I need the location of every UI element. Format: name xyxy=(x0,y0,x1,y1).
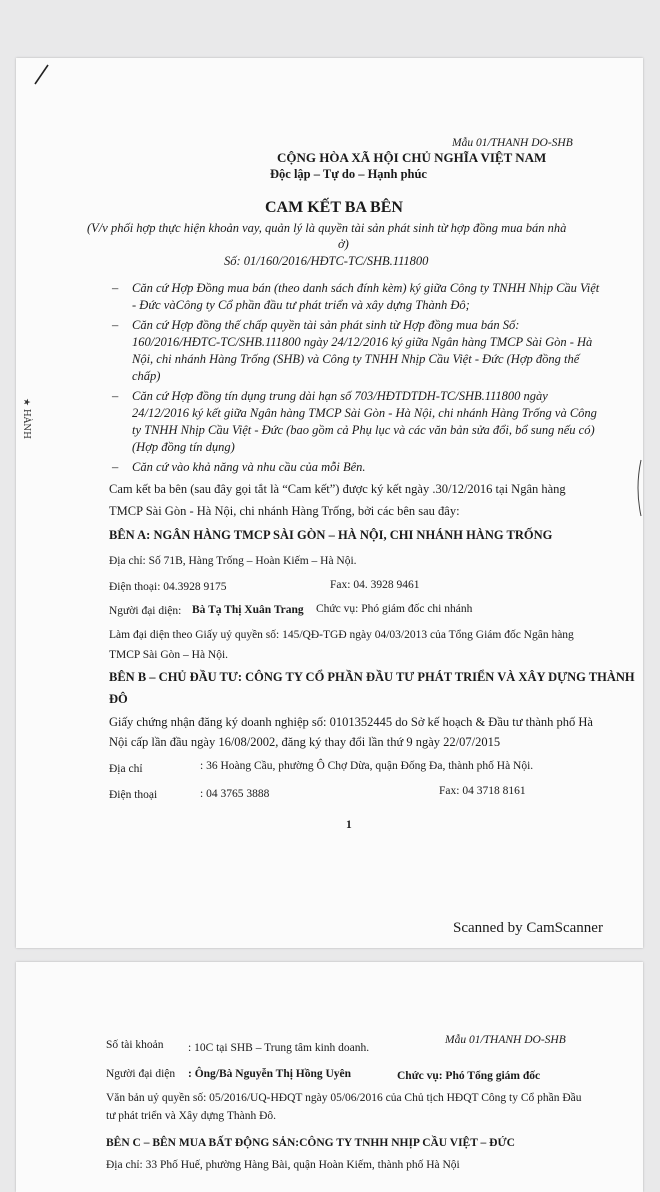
rep-name: : Ông/Bà Nguyễn Thị Hồng Uyên xyxy=(188,1068,352,1080)
party-b-reg-line2: Nội cấp lần đầu ngày 16/08/2002, đăng ký thay đổi lần thứ 9 ngày 22/07/2015 xyxy=(109,735,501,749)
form-code: Mẫu 01/THANH DO-SHB xyxy=(452,137,573,149)
document-page-2 xyxy=(16,962,643,1192)
party-a-title: BÊN A: NGÂN HÀNG TMCP SÀI GÒN – HÀ NỘI, CHI NHÁNH HÀNG TRỐNG xyxy=(109,528,553,542)
legal-basis-item: – Căn cứ vào khả năng và nhu cầu của mỗi Bên. xyxy=(126,459,606,476)
party-a-rep-label: Người đại diện: xyxy=(109,605,182,617)
legal-basis-item: – Căn cứ Hợp đồng tín dụng trung dài hạn số 703/HĐTDTDH-TC/SHB.111800 ngày 24/12/2016 ký kết giữa Ngân hàng TMCP Sài Gòn - Hà Nội, chi nhánh Hàng Trống và Công ty TNHH Nhịp Cầu Việt - Đức (bao gồm cả Phụ lục và các văn bản sửa đổi, bổ sung nếu có) (Hợp đồng tín dụng) xyxy=(126,388,606,456)
svg-text:★ HÀNH: ★ HÀNH xyxy=(21,398,31,440)
stamp-edge-right xyxy=(633,458,643,518)
pen-mark xyxy=(32,62,54,86)
page-number: 1 xyxy=(346,819,352,831)
party-a-phone: Điện thoại: 04.3928 9175 xyxy=(109,581,227,593)
contract-number: Số: 01/160/2016/HĐTC-TC/SHB.111800 xyxy=(224,254,429,268)
party-b-fax: Fax: 04 3718 8161 xyxy=(439,785,526,797)
intro-line2: TMCP Sài Gòn - Hà Nội, chi nhánh Hàng Trống, bởi các bên sau đây: xyxy=(109,504,460,518)
nation-header: CỘNG HÒA XÃ HỘI CHỦ NGHĨA VIỆT NAM xyxy=(277,150,547,165)
party-c-address: Địa chỉ: 33 Phố Huế, phường Hàng Bài, quận Hoàn Kiếm, thành phố Hà Nội xyxy=(106,1159,460,1171)
party-a-rep-position: Chức vụ: Phó giám đốc chi nhánh xyxy=(316,603,473,615)
party-b-title-line2: ĐÔ xyxy=(109,692,128,706)
party-a-auth-line1: Làm đại diện theo Giấy uỷ quyền số: 145/QĐ-TGĐ ngày 04/03/2013 của Tổng Giám đốc Ngân hàng xyxy=(109,629,574,641)
intro-line1: Cam kết ba bên (sau đây gọi tắt là “Cam kết”) được ký kết ngày .30/12/2016 tại Ngân hàng xyxy=(109,482,566,496)
party-b-address: : 36 Hoàng Cầu, phường Ô Chợ Dừa, quận Đống Đa, thành phố Hà Nội. xyxy=(200,760,534,772)
subtitle-line2: ở) xyxy=(338,237,349,251)
auth-line2: tư phát triển và Xây dựng Thành Đô. xyxy=(106,1110,277,1122)
party-b-reg-line1: Giấy chứng nhận đăng ký doanh nghiệp số: 0101352445 do Sở kế hoạch & Đầu tư thành phố Hà xyxy=(109,715,593,729)
party-c-title: BÊN C – BÊN MUA BẤT ĐỘNG SẢN:CÔNG TY TNHH NHỊP CẦU VIỆT – ĐỨC xyxy=(106,1137,515,1149)
legal-basis-item: – Căn cứ Hợp đồng thế chấp quyền tài sản phát sinh từ Hợp đồng mua bán Số: 160/2016/HĐTC-TC/SHB.111800 ngày 24/12/2016 ký giữa Ngân hàng TMCP Sài Gòn - Hà Nội, chi nhánh Hàng Trống (SHB) và Công ty TNHH Nhịp Cầu Việt - Đức (Hợp đồng thế chấp) xyxy=(126,317,606,385)
stamp-edge-left xyxy=(16,388,31,498)
party-a-auth-line2: TMCP Sài Gòn – Hà Nội. xyxy=(109,649,229,661)
rep-position: Chức vụ: Phó Tổng giám đốc xyxy=(397,1070,541,1082)
document-page-1 xyxy=(16,58,643,948)
party-a-address: Địa chỉ: Số 71B, Hàng Trống – Hoàn Kiếm – Hà Nội. xyxy=(109,555,357,567)
auth-line1: Văn bản uỷ quyền số: 05/2016/UQ-HĐQT ngày 05/06/2016 của Chủ tịch HĐQT Công ty Cổ phần Đầu xyxy=(106,1092,582,1104)
scanner-watermark: Scanned by CamScanner xyxy=(453,920,603,936)
party-b-address-label: Địa chỉ xyxy=(109,763,143,775)
rep-label: Người đại diện xyxy=(106,1068,176,1080)
party-a-fax: Fax: 04. 3928 9461 xyxy=(330,579,420,591)
form-code: Mẫu 01/THANH DO-SHB xyxy=(445,1034,566,1046)
party-b-phone-label: Điện thoại xyxy=(109,789,158,801)
document-title: CAM KẾT BA BÊN xyxy=(265,199,403,216)
legal-bases-list xyxy=(126,280,606,479)
legal-basis-item: – Căn cứ Hợp Đồng mua bán (theo danh sách đính kèm) ký giữa Công ty TNHH Nhịp Cầu Việt - Đức vàCông ty Cổ phần đầu tư phát triển và xây dựng Thành Đô; xyxy=(126,280,606,314)
party-b-phone: : 04 3765 3888 xyxy=(200,788,270,800)
account-label: Số tài khoản xyxy=(106,1039,164,1051)
party-b-title-line1: BÊN B – CHỦ ĐẦU TƯ: CÔNG TY CỔ PHẦN ĐẦU TƯ PHÁT TRIỂN VÀ XÂY DỰNG THÀNH xyxy=(109,670,635,684)
account-value: : 10C tại SHB – Trung tâm kinh doanh. xyxy=(188,1042,370,1054)
party-a-rep-name: Bà Tạ Thị Xuân Trang xyxy=(192,604,304,616)
motto: Độc lập – Tự do – Hạnh phúc xyxy=(270,167,427,181)
subtitle-line1: (V/v phối hợp thực hiện khoản vay, quản lý là quyền tài sản phát sinh từ hợp đồng mua bán nhà xyxy=(87,221,567,235)
